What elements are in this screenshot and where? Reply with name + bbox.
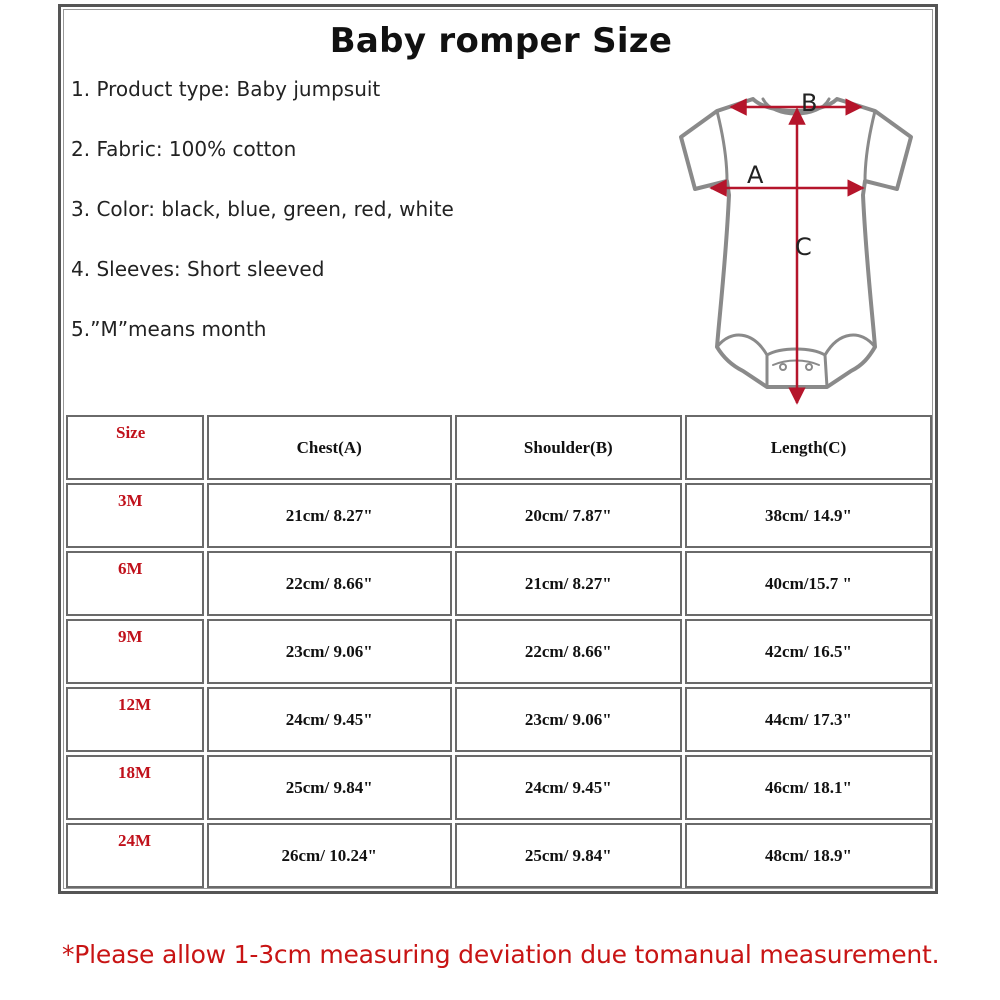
label-c: C xyxy=(795,233,812,261)
label-a: A xyxy=(747,161,764,189)
table-row xyxy=(66,483,932,548)
header-size: Size xyxy=(66,415,204,480)
table-row xyxy=(66,755,932,820)
chest-cell: 26cm/ 10.24" xyxy=(207,823,452,888)
header-shoulder: Shoulder(B) xyxy=(455,415,682,480)
length-cell: 40cm/15.7 " xyxy=(685,551,932,616)
spec-sleeves: 4. Sleeves: Short sleeved xyxy=(71,257,325,281)
size-cell: 24M xyxy=(66,823,204,888)
chest-cell: 23cm/ 9.06" xyxy=(207,619,452,684)
length-cell: 46cm/ 18.1" xyxy=(685,755,932,820)
shoulder-cell: 21cm/ 8.27" xyxy=(455,551,682,616)
length-cell: 38cm/ 14.9" xyxy=(685,483,932,548)
size-cell: 6M xyxy=(66,551,204,616)
chest-cell: 22cm/ 8.66" xyxy=(207,551,452,616)
length-cell: 44cm/ 17.3" xyxy=(685,687,932,752)
shoulder-cell: 20cm/ 7.87" xyxy=(455,483,682,548)
length-cell: 42cm/ 16.5" xyxy=(685,619,932,684)
label-b: B xyxy=(801,89,818,117)
spec-color: 3. Color: black, blue, green, red, white xyxy=(71,197,454,221)
shoulder-cell: 23cm/ 9.06" xyxy=(455,687,682,752)
length-cell: 48cm/ 18.9" xyxy=(685,823,932,888)
header-length: Length(C) xyxy=(685,415,932,480)
measurement-deviation-note: *Please allow 1-3cm measuring deviation due tomanual measurement. xyxy=(62,940,940,969)
chest-cell: 21cm/ 8.27" xyxy=(207,483,452,548)
chart-title: Baby romper Size xyxy=(329,21,673,61)
size-cell: 9M xyxy=(66,619,204,684)
spec-month-note: 5.”M”means month xyxy=(71,317,267,341)
measurement-arrows xyxy=(711,107,863,403)
table-row xyxy=(66,823,932,888)
table-row xyxy=(66,687,932,752)
size-cell: 18M xyxy=(66,755,204,820)
table-row xyxy=(66,551,932,616)
shoulder-cell: 24cm/ 9.45" xyxy=(455,755,682,820)
spec-fabric: 2. Fabric: 100% cotton xyxy=(71,137,297,161)
size-cell: 3M xyxy=(66,483,204,548)
header-chest: Chest(A) xyxy=(207,415,452,480)
shoulder-cell: 22cm/ 8.66" xyxy=(455,619,682,684)
size-table xyxy=(63,412,935,891)
size-cell: 12M xyxy=(66,687,204,752)
table-row xyxy=(66,619,932,684)
product-specs-list xyxy=(71,77,454,377)
chest-cell: 24cm/ 9.45" xyxy=(207,687,452,752)
size-chart-sheet xyxy=(58,4,938,894)
shoulder-cell: 25cm/ 9.84" xyxy=(455,823,682,888)
romper-measurement-diagram xyxy=(661,85,931,415)
table-header-row xyxy=(66,415,932,480)
spec-product-type: 1. Product type: Baby jumpsuit xyxy=(71,77,381,101)
chest-cell: 25cm/ 9.84" xyxy=(207,755,452,820)
